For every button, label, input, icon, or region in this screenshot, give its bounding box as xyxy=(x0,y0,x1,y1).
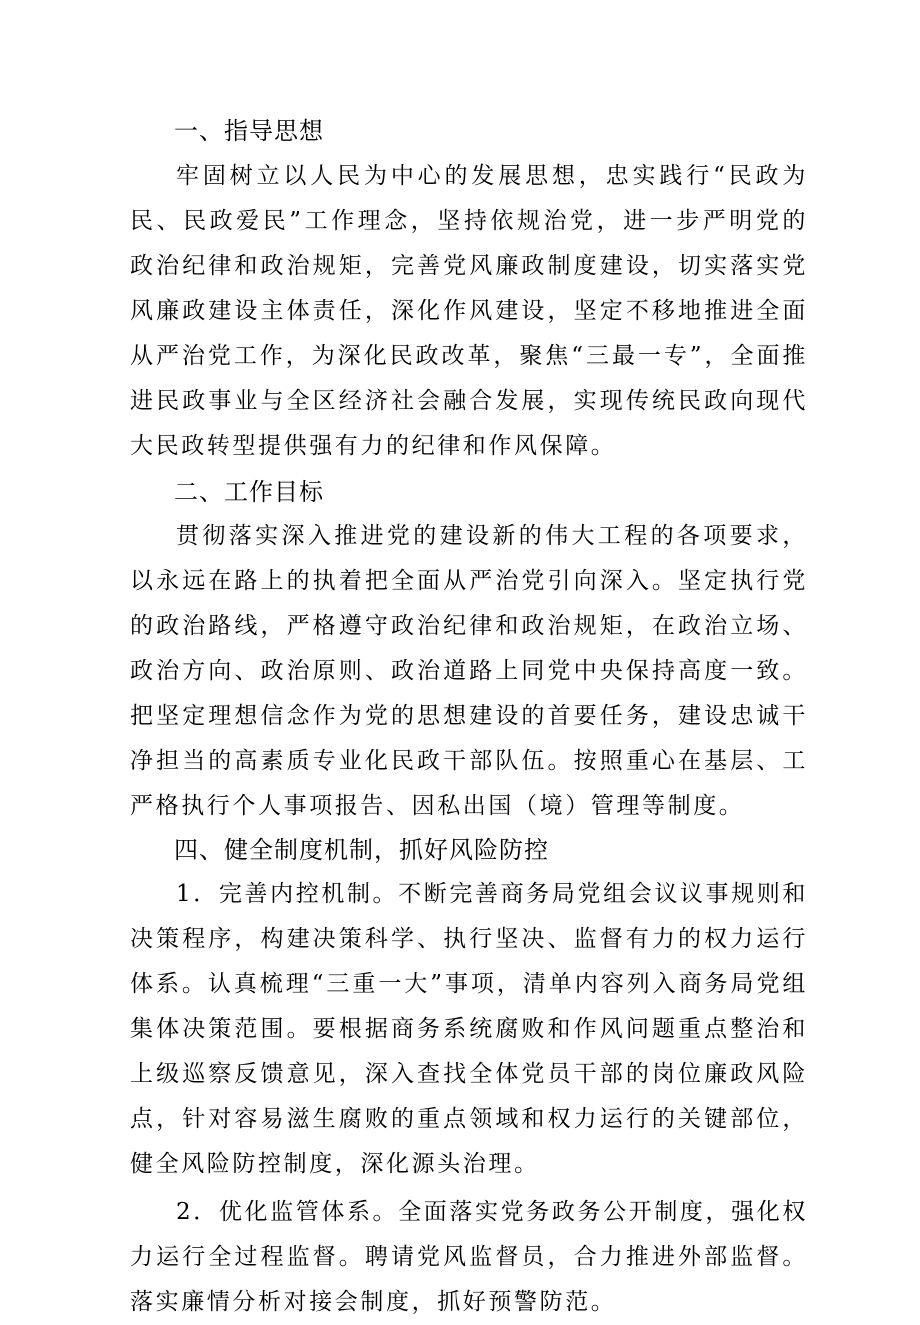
section-heading-institution-mechanism: 四、健全制度机制，抓好风险防控 xyxy=(174,836,549,864)
paragraph-supervision-system: 2．优化监管体系。全面落实党务政务公开制度，强化权力运行全过程监督。聘请党风监督员，合力推进外部监督。落实廉情分析对接会制度，抓好预警防范。 xyxy=(130,1199,808,1315)
paragraph-internal-control: 1．完善内控机制。不断完善商务局党组会议议事规则和决策程序，构建决策科学、执行坚决、监督有力的权力运行体系。认真梳理“三重一大”事项，清单内容列入商务局党组集体决策范围。要根据商务系统腐败和作风问题重点整治和上级巡察反馈意见，深入查找全体党员干部的岗位廉政风险点，针对容易滋生腐败的重点领域和权力运行的关键部位，健全风险防控制度，深化源头治理。 xyxy=(130,881,808,1177)
paragraph-guiding-thought: 牢固树立以人民为中心的发展思想，忠实践行“民政为民、民政爱民”工作理念，坚持依规治党，进一步严明党的政治纪律和政治规矩，完善党风廉政制度建设，切实落实党风廉政建设主体责任，深化作风建设，坚定不移地推进全面从严治党工作，为深化民政改革，聚焦“三最一专”，全面推进民政事业与全区经济社会融合发展，实现传统民政向现代大民政转型提供强有力的纪律和作风保障。 xyxy=(130,163,808,459)
paragraph-work-goals: 贯彻落实深入推进党的建设新的伟大工程的各项要求，以永远在路上的执着把全面从严治党引向深入。坚定执行党的政治路线，严格遵守政治纪律和政治规矩，在政治立场、政治方向、政治原则、政治道路上同党中央保持高度一致。把坚定理想信念作为党的思想建设的首要任务，建设忠诚干净担当的高素质专业化民政干部队伍。按照重心在基层、工严格执行个人事项报告、因私出国（境）管理等制度。 xyxy=(130,523,808,819)
section-heading-guiding-thought: 一、指导思想 xyxy=(174,117,324,145)
section-heading-work-goals: 二、工作目标 xyxy=(174,478,324,506)
